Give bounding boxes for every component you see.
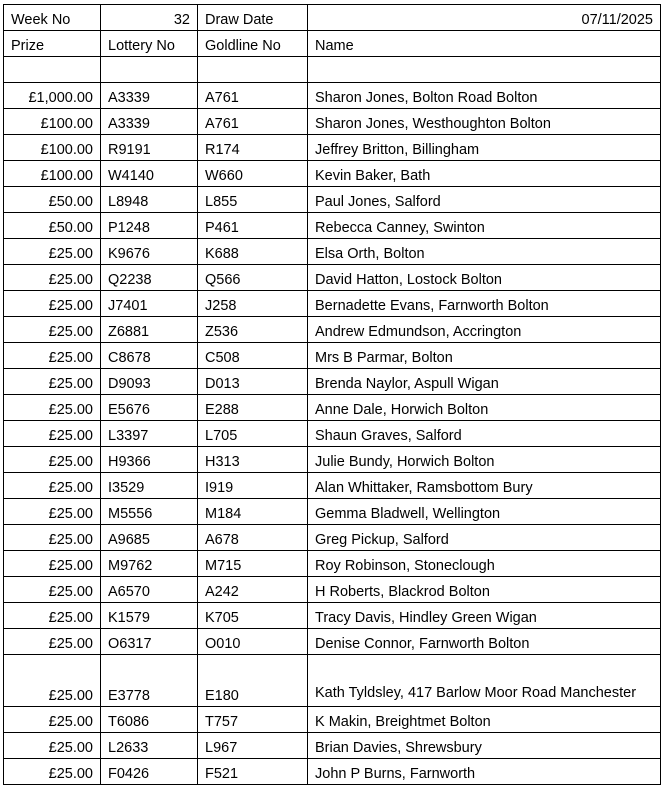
table-row <box>4 135 661 161</box>
table-row <box>4 707 661 733</box>
blank-row <box>4 57 661 83</box>
header-row <box>4 5 661 31</box>
name-cell: Greg Pickup, Salford <box>308 525 661 551</box>
name-cell: Julie Bundy, Horwich Bolton <box>308 447 661 473</box>
results-table <box>3 4 661 785</box>
table-row <box>4 83 661 109</box>
lottery-no-cell: Z6881 <box>101 317 198 343</box>
table-row <box>4 525 661 551</box>
name-cell: Kath Tyldsley, 417 Barlow Moor Road Manchester <box>308 655 661 707</box>
prize-cell: £25.00 <box>4 499 101 525</box>
lottery-no-cell: K1579 <box>101 603 198 629</box>
name-cell: Sharon Jones, Bolton Road Bolton <box>308 83 661 109</box>
name-cell: Roy Robinson, Stoneclough <box>308 551 661 577</box>
prize-cell: £25.00 <box>4 551 101 577</box>
name-cell: Shaun Graves, Salford <box>308 421 661 447</box>
name-cell: Anne Dale, Horwich Bolton <box>308 395 661 421</box>
name-cell: Elsa Orth, Bolton <box>308 239 661 265</box>
goldline-no-cell: P461 <box>198 213 308 239</box>
week-no-label: Week No <box>4 5 101 31</box>
goldline-no-cell: I919 <box>198 473 308 499</box>
table-row <box>4 291 661 317</box>
goldline-no-cell: A678 <box>198 525 308 551</box>
goldline-no-cell: T757 <box>198 707 308 733</box>
table-row <box>4 395 661 421</box>
lottery-no-cell: I3529 <box>101 473 198 499</box>
goldline-no-cell: R174 <box>198 135 308 161</box>
prize-cell: £100.00 <box>4 161 101 187</box>
name-cell: Brenda Naylor, Aspull Wigan <box>308 369 661 395</box>
blank-cell <box>4 57 101 83</box>
name-cell: Paul Jones, Salford <box>308 187 661 213</box>
lottery-no-cell: F0426 <box>101 759 198 785</box>
lottery-no-cell: A9685 <box>101 525 198 551</box>
goldline-no-cell: A242 <box>198 577 308 603</box>
lottery-no-cell: W4140 <box>101 161 198 187</box>
goldline-no-cell: A761 <box>198 109 308 135</box>
goldline-no-cell: W660 <box>198 161 308 187</box>
prize-cell: £25.00 <box>4 447 101 473</box>
lottery-no-cell: T6086 <box>101 707 198 733</box>
lottery-no-cell: Q2238 <box>101 265 198 291</box>
table-row <box>4 265 661 291</box>
goldline-no-cell: M715 <box>198 551 308 577</box>
prize-cell: £25.00 <box>4 603 101 629</box>
column-header-prize: Prize <box>4 31 101 57</box>
lottery-no-cell: J7401 <box>101 291 198 317</box>
prize-cell: £50.00 <box>4 213 101 239</box>
name-cell: Sharon Jones, Westhoughton Bolton <box>308 109 661 135</box>
prize-cell: £25.00 <box>4 317 101 343</box>
lottery-no-cell: A3339 <box>101 109 198 135</box>
goldline-no-cell: C508 <box>198 343 308 369</box>
prize-cell: £25.00 <box>4 759 101 785</box>
lottery-no-cell: E5676 <box>101 395 198 421</box>
lottery-no-cell: O6317 <box>101 629 198 655</box>
prize-cell: £1,000.00 <box>4 83 101 109</box>
table-row <box>4 473 661 499</box>
table-row <box>4 629 661 655</box>
prize-cell: £25.00 <box>4 239 101 265</box>
table-row <box>4 369 661 395</box>
goldline-no-cell: Z536 <box>198 317 308 343</box>
table-row <box>4 447 661 473</box>
name-cell: Mrs B Parmar, Bolton <box>308 343 661 369</box>
table-row <box>4 213 661 239</box>
name-cell: Alan Whittaker, Ramsbottom Bury <box>308 473 661 499</box>
table-row <box>4 317 661 343</box>
lottery-no-cell: E3778 <box>101 655 198 707</box>
prize-cell: £25.00 <box>4 421 101 447</box>
goldline-no-cell: M184 <box>198 499 308 525</box>
name-cell: Denise Connor, Farnworth Bolton <box>308 629 661 655</box>
prize-cell: £25.00 <box>4 369 101 395</box>
lottery-no-cell: M9762 <box>101 551 198 577</box>
blank-cell <box>101 57 198 83</box>
prize-cell: £25.00 <box>4 525 101 551</box>
lottery-no-cell: H9366 <box>101 447 198 473</box>
goldline-no-cell: E288 <box>198 395 308 421</box>
name-cell: Jeffrey Britton, Billingham <box>308 135 661 161</box>
prize-cell: £50.00 <box>4 187 101 213</box>
goldline-no-cell: D013 <box>198 369 308 395</box>
name-cell: K Makin, Breightmet Bolton <box>308 707 661 733</box>
lottery-no-cell: C8678 <box>101 343 198 369</box>
prize-cell: £25.00 <box>4 291 101 317</box>
lottery-no-cell: K9676 <box>101 239 198 265</box>
name-cell: John P Burns, Farnworth <box>308 759 661 785</box>
goldline-no-cell: K705 <box>198 603 308 629</box>
name-cell: Kevin Baker, Bath <box>308 161 661 187</box>
name-cell: Bernadette Evans, Farnworth Bolton <box>308 291 661 317</box>
table-row <box>4 109 661 135</box>
goldline-no-cell: L705 <box>198 421 308 447</box>
goldline-no-cell: F521 <box>198 759 308 785</box>
goldline-no-cell: J258 <box>198 291 308 317</box>
goldline-no-cell: Q566 <box>198 265 308 291</box>
lottery-no-cell: L3397 <box>101 421 198 447</box>
table-row <box>4 655 661 707</box>
name-cell: H Roberts, Blackrod Bolton <box>308 577 661 603</box>
goldline-no-cell: L855 <box>198 187 308 213</box>
goldline-no-cell: L967 <box>198 733 308 759</box>
table-row <box>4 733 661 759</box>
blank-cell <box>308 57 661 83</box>
column-header-name: Name <box>308 31 661 57</box>
name-cell: Tracy Davis, Hindley Green Wigan <box>308 603 661 629</box>
goldline-no-cell: A761 <box>198 83 308 109</box>
name-cell: David Hatton, Lostock Bolton <box>308 265 661 291</box>
column-header-goldline-no: Goldline No <box>198 31 308 57</box>
prize-cell: £25.00 <box>4 395 101 421</box>
name-cell: Brian Davies, Shrewsbury <box>308 733 661 759</box>
prize-cell: £100.00 <box>4 135 101 161</box>
table-row <box>4 343 661 369</box>
goldline-no-cell: K688 <box>198 239 308 265</box>
table-row <box>4 499 661 525</box>
prize-cell: £100.00 <box>4 109 101 135</box>
lottery-no-cell: A6570 <box>101 577 198 603</box>
prize-cell: £25.00 <box>4 473 101 499</box>
table-row <box>4 161 661 187</box>
prize-cell: £25.00 <box>4 577 101 603</box>
prize-cell: £25.00 <box>4 733 101 759</box>
prize-cell: £25.00 <box>4 707 101 733</box>
goldline-no-cell: O010 <box>198 629 308 655</box>
table-row <box>4 577 661 603</box>
draw-date-label: Draw Date <box>198 5 308 31</box>
name-cell: Rebecca Canney, Swinton <box>308 213 661 239</box>
prize-cell: £25.00 <box>4 343 101 369</box>
lottery-no-cell: A3339 <box>101 83 198 109</box>
prize-cell: £25.00 <box>4 265 101 291</box>
table-row <box>4 187 661 213</box>
prize-cell: £25.00 <box>4 629 101 655</box>
blank-cell <box>198 57 308 83</box>
table-row <box>4 239 661 265</box>
goldline-no-cell: H313 <box>198 447 308 473</box>
table-row <box>4 603 661 629</box>
lottery-no-cell: L8948 <box>101 187 198 213</box>
lottery-no-cell: P1248 <box>101 213 198 239</box>
table-row <box>4 759 661 785</box>
column-header-lottery-no: Lottery No <box>101 31 198 57</box>
draw-date-value: 07/11/2025 <box>308 5 661 31</box>
prize-cell: £25.00 <box>4 655 101 707</box>
table-row <box>4 551 661 577</box>
goldline-no-cell: E180 <box>198 655 308 707</box>
lottery-no-cell: M5556 <box>101 499 198 525</box>
name-cell: Andrew Edmundson, Accrington <box>308 317 661 343</box>
table-row <box>4 421 661 447</box>
lottery-no-cell: L2633 <box>101 733 198 759</box>
column-header-row <box>4 31 661 57</box>
lottery-no-cell: D9093 <box>101 369 198 395</box>
week-no-value: 32 <box>101 5 198 31</box>
name-cell: Gemma Bladwell, Wellington <box>308 499 661 525</box>
lottery-no-cell: R9191 <box>101 135 198 161</box>
